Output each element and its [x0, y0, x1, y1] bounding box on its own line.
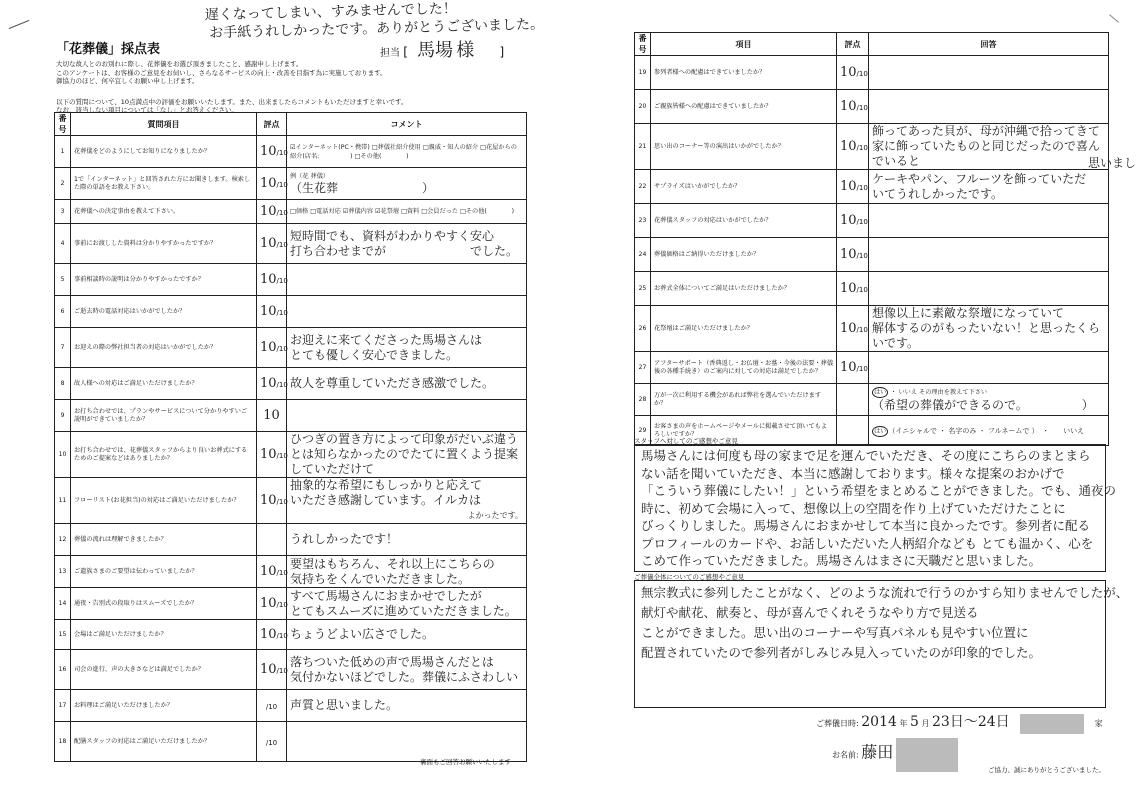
survey-rows	[55, 136, 527, 762]
comment-cell	[869, 204, 1109, 238]
name-label: お名前:	[832, 750, 859, 760]
answer-options: □価格 □電話対応 ☑葬儀内容 ☑花祭壇 □資料 □会員だった □その他( )	[290, 208, 515, 215]
table-row	[55, 620, 527, 650]
score-value: 10	[260, 304, 277, 319]
comment-cell	[869, 416, 1109, 446]
comment-cell	[287, 328, 527, 368]
question-number: 24	[635, 238, 651, 272]
table-row	[635, 306, 1109, 352]
table-row	[55, 690, 527, 722]
comment-line: （希望の葬儀ができるので。 ）	[872, 397, 1094, 412]
score-value: 10	[260, 204, 277, 219]
question-text: アフターサポート（香典返し・お仏壇・お墓・今後の法要・葬儀後の各種手続き）のご案内に対しての対応は満足でしたか？	[651, 352, 837, 384]
comment-line: ひつぎの置き方によって印象がだいぶ違う	[290, 432, 519, 446]
customer-name	[832, 738, 958, 772]
scan-mark	[9, 20, 30, 29]
table-row	[55, 556, 527, 588]
q28-choices	[872, 387, 1105, 398]
question-number: 8	[55, 368, 71, 400]
comment-cell	[869, 170, 1109, 204]
question-number: 17	[55, 690, 71, 722]
comment-cell	[287, 650, 527, 690]
month-unit: 月	[921, 719, 930, 728]
score-cell	[837, 90, 869, 124]
comment-line: （生花葬 ）	[290, 180, 435, 195]
question-text: 葬儀価格はご納得いただけましたか？	[651, 238, 837, 272]
score-value: 10	[840, 247, 857, 262]
score-max: /10	[265, 739, 278, 747]
question-number: 3	[55, 200, 71, 224]
score-cell	[837, 124, 869, 170]
question-number: 12	[55, 524, 71, 556]
table-row	[55, 296, 527, 328]
year-unit: 年	[899, 719, 908, 728]
instruction-line: なお、該当しない項目については「なし」とお答えください。	[56, 106, 238, 115]
table-row	[55, 168, 527, 200]
header-no: 番号	[635, 33, 651, 56]
score-cell	[257, 524, 287, 556]
comment-line: とは知らなかったのでたてに置くよう提案していただけて	[290, 447, 519, 476]
staff-name: 馬場	[417, 40, 454, 61]
score-cell	[837, 238, 869, 272]
comment-line: とても優しく安心できました。	[290, 347, 459, 362]
score-max: /10	[276, 277, 288, 285]
feedback-line: 馬場さんには何度も母の家まで足を運んでいただき、その度にこちらのまとまら	[641, 448, 1091, 463]
score-max: /10	[856, 104, 868, 112]
table-row	[55, 264, 527, 296]
question-number: 6	[55, 296, 71, 328]
question-text: 万が一次に利用する機会があれば弊社を選んでいただけますか？	[651, 384, 837, 416]
question-number: 23	[635, 204, 651, 238]
score-max: /10	[276, 498, 288, 506]
question-text: 花葬儀への決定事由を教えて下さい。	[71, 200, 257, 224]
name-value: 藤田	[861, 742, 894, 762]
score-cell	[257, 556, 287, 588]
question-text: お葬式全体についてご満足はいただけましたか？	[651, 272, 837, 306]
survey-table-front	[54, 112, 527, 762]
question-text: お客さまの声をホームページやメールに掲載させて頂いてもよろしいですか？	[651, 416, 837, 446]
question-number: 27	[635, 352, 651, 384]
comment-cell	[287, 478, 527, 524]
score-max: /10	[276, 632, 288, 640]
header-comment: コメント	[287, 113, 527, 136]
comment-line: 気付かないほどでした。葬儀にふさわしい	[290, 669, 519, 684]
family-suffix: 家	[1094, 719, 1103, 728]
overall-feedback-label: ご葬儀全体についてのご感想やご意見	[634, 573, 745, 581]
score-cell	[257, 650, 287, 690]
score-max: /10	[856, 144, 868, 152]
table-row	[635, 124, 1109, 170]
score-value: 10	[840, 179, 857, 194]
score-value: 10	[260, 236, 277, 251]
question-text: 司会の進行、声の大きさなどは満足でしたか？	[71, 650, 257, 690]
score-cell	[257, 400, 287, 432]
score-value: 10	[260, 447, 277, 462]
question-text: フローリスト(お花担当)の対応はご満足いただけましたか？	[71, 478, 257, 524]
question-number: 22	[635, 170, 651, 204]
bracket-close: ]	[499, 45, 505, 59]
comment-cell	[287, 722, 527, 762]
date-label: ご葬儀日時:	[816, 719, 859, 728]
score-max: /10	[265, 703, 278, 711]
question-number: 9	[55, 400, 71, 432]
comment-aside: よかったです。	[467, 511, 523, 520]
question-text: 花葬儀スタッフの対応はいかがでしたか？	[651, 204, 837, 238]
score-max: /10	[856, 286, 868, 294]
score-value: 10	[840, 321, 857, 336]
question-text: 事前にお渡しした資料は分かりやすかったですか？	[71, 224, 257, 264]
score-max: /10	[276, 241, 288, 249]
question-text: 通夜・告別式の段取りはスムーズでしたか？	[71, 588, 257, 620]
question-number: 14	[55, 588, 71, 620]
question-text: 思い出のコーナー等の演出はいかがでしたか？	[651, 124, 837, 170]
instruction-line: 以下の質問について、10点満点中の評価をお願いいたします。また、出来ましたらコメントもいただけますと幸いです。	[56, 98, 408, 106]
comment-line: 打ち合わせまでが でした。	[290, 243, 519, 258]
question-text: 参列者様への配慮はできていましたか？	[651, 56, 837, 90]
staff-honorific: 様	[456, 40, 475, 61]
score-value: 10	[260, 340, 277, 355]
header-score: 評点	[837, 33, 869, 56]
score-cell	[257, 200, 287, 224]
score-cell	[257, 264, 287, 296]
score-cell	[837, 204, 869, 238]
question-text: ご親族皆様への配慮はできていましたか？	[651, 90, 837, 124]
score-max: /10	[276, 381, 288, 389]
survey-table-back	[634, 32, 1109, 446]
back-page-note: 裏面もご回答お願いいたします	[420, 758, 511, 766]
score-max: /10	[276, 149, 288, 157]
thanks-note: ご協力、誠にありがとうございました。	[988, 766, 1105, 774]
staff-feedback-label: スタッフへ対してのご感想やご意見	[634, 437, 738, 445]
overall-feedback-box	[634, 580, 1129, 708]
score-cell	[837, 170, 869, 204]
table-row	[55, 400, 527, 432]
score-cell	[837, 416, 869, 446]
comment-line: 声質と思いました。	[290, 698, 399, 712]
comment-line: 故人を尊重していただき感激でした。	[290, 376, 495, 390]
comment-cell	[287, 400, 527, 432]
survey-page-front	[0, 0, 560, 800]
note-line-1: 遅くなってしまい、すみませんでした！	[204, 0, 457, 24]
redaction-block	[1020, 714, 1084, 734]
question-text: ご遺族さまのご要望は伝わっていましたか？	[71, 556, 257, 588]
score-cell	[257, 588, 287, 620]
table-row	[635, 238, 1109, 272]
question-text: 事前相談時の説明は分かりやすかったですか？	[71, 264, 257, 296]
question-number: 1	[55, 136, 71, 168]
feedback-line: こめて作っていただきました。馬場さんはまさに天職だと思いました。	[641, 553, 1042, 568]
comment-cell	[869, 384, 1109, 416]
comment-line: 飾ってあった貝が、母が沖縄で拾ってきて	[872, 124, 1100, 138]
redaction-block	[896, 738, 958, 772]
comment-cell	[287, 296, 527, 328]
comment-line: すべて馬場さんにおまかせでしたが	[290, 588, 482, 603]
question-number: 28	[635, 384, 651, 416]
q21-overflow: 思いまし	[1088, 156, 1137, 170]
score-max: /10	[856, 218, 868, 226]
comment-line: ちょうどよい広さでした。	[290, 627, 435, 641]
question-number: 25	[635, 272, 651, 306]
score-max: /10	[276, 345, 288, 353]
intro-line: このアンケートは、お客様のご意見をお伺いし、さらなるサービスの向上・改善を目指す為に実施しております。	[56, 68, 387, 77]
table-row	[55, 368, 527, 400]
table-row	[635, 90, 1109, 124]
question-text: ご逝去時の電話対応はいかがでしたか？	[71, 296, 257, 328]
score-value: 10	[840, 99, 857, 114]
table-row	[55, 136, 527, 168]
comment-line: 気持ちをくんでいただきました。	[290, 571, 471, 586]
table-row	[635, 384, 1109, 416]
question-number: 10	[55, 432, 71, 478]
question-number: 15	[55, 620, 71, 650]
question-number: 21	[635, 124, 651, 170]
table-row	[55, 224, 527, 264]
score-value: 10	[260, 176, 277, 191]
question-number: 7	[55, 328, 71, 368]
score-cell	[257, 224, 287, 264]
comment-line: （イニシャルで ・ 名字のみ ・ フルネームで ） ・ いいえ	[888, 427, 1085, 435]
comment-cell	[869, 272, 1109, 306]
score-value: 10	[260, 272, 277, 287]
header-no: 番号	[55, 113, 71, 136]
funeral-date	[816, 711, 1103, 734]
question-text: サプライズはいかがでしたか？	[651, 170, 837, 204]
score-cell	[257, 136, 287, 168]
feedback-line: 献灯や献花、献奏と、母が喜んでくれそうなやり方で見送る	[641, 605, 979, 620]
page-title: 「花葬儀」採点表	[56, 42, 161, 57]
score-max: /10	[856, 70, 868, 78]
comment-line: 落ちついた低めの声で馬場さんだとは	[290, 654, 494, 669]
question-text: 花祭壇はご満足いただけましたか？	[651, 306, 837, 352]
score-value: 10	[260, 627, 277, 642]
comment-cell	[869, 90, 1109, 124]
comment-cell	[287, 200, 527, 224]
feedback-line: 「こういう葬儀にしたい！」という希望をまとめることができました。でも、通夜の	[641, 483, 1117, 498]
question-number: 4	[55, 224, 71, 264]
question-number: 5	[55, 264, 71, 296]
comment-cell	[869, 306, 1109, 352]
comment-line: ケーキやパン、フルーツを飾っていただ	[872, 171, 1087, 186]
feedback-line: ない話を聞いていただき、本当に感謝しております。様々な提案のおかげで	[641, 465, 1065, 481]
comment-line: 家に飾っていたものと同じだったので喜んでいると	[872, 139, 1101, 168]
score-cell	[257, 478, 287, 524]
scan-mark	[1109, 14, 1119, 22]
score-cell	[257, 328, 287, 368]
header-comment: 回答	[869, 33, 1109, 56]
score-value: 10	[260, 596, 277, 611]
header-question: 質問項目	[71, 113, 257, 136]
header-score: 評点	[257, 113, 287, 136]
date-days: 23日〜24日	[932, 714, 1010, 730]
comment-cell	[869, 238, 1109, 272]
intro-line: 大切な故人とのお別れに際し、花葬儀をお選び頂きましたこと、感謝申し上げます。	[56, 60, 303, 68]
intro-line: 御協力のほど、何卒宜しくお願い申し上げます。	[56, 77, 199, 86]
table-row	[635, 272, 1109, 306]
comment-cell	[287, 524, 527, 556]
table-row	[55, 722, 527, 762]
comment-cell	[287, 168, 527, 200]
q28-separator: ・	[890, 388, 897, 396]
score-cell	[257, 690, 287, 722]
date-year: 2014	[861, 714, 897, 730]
intro-text	[56, 60, 387, 86]
staff-label: 担当	[380, 48, 400, 59]
score-value: 10	[840, 139, 857, 154]
score-max: /10	[276, 452, 288, 460]
table-row	[635, 204, 1109, 238]
comment-cell	[869, 352, 1109, 384]
staff-field	[380, 36, 504, 62]
score-value: 10	[260, 376, 277, 391]
score-max: /10	[276, 309, 288, 317]
comment-line: うれしかったです！	[290, 532, 399, 546]
comment-line: 要望はもちろん、それ以上にこちらの	[290, 556, 495, 571]
table-row	[55, 650, 527, 690]
score-max: /10	[276, 209, 288, 217]
feedback-line: 時に、初めて会場に入って、想像以上の空間を作り上げていただけたことに	[641, 500, 1066, 516]
comment-cell	[869, 124, 1109, 170]
question-number: 11	[55, 478, 71, 524]
score-value: 10	[260, 493, 277, 508]
comment-line: お迎えに来てくださった馬場さんは	[290, 332, 483, 347]
score-cell	[257, 368, 287, 400]
score-max: /10	[856, 252, 868, 260]
score-max: /10	[276, 181, 288, 189]
question-text: 葬儀の流れは理解できましたか？	[71, 524, 257, 556]
score-cell	[837, 56, 869, 90]
comment-line: 抽象的な希望にもしっかりと応えて	[290, 478, 483, 492]
score-value: 10	[840, 65, 857, 80]
comment-cell	[287, 588, 527, 620]
question-number: 18	[55, 722, 71, 762]
score-cell	[837, 306, 869, 352]
score-cell	[257, 296, 287, 328]
table-row	[55, 200, 527, 224]
table-row	[635, 170, 1109, 204]
score-value: 10	[840, 281, 857, 296]
question-text: 配膳スタッフの対応はご満足いただけましたか？	[71, 722, 257, 762]
survey-rows	[635, 56, 1109, 446]
score-max: /10	[276, 667, 288, 675]
q29-yes: はい	[874, 428, 887, 435]
table-row	[55, 328, 527, 368]
question-number: 19	[635, 56, 651, 90]
table-row	[55, 524, 527, 556]
score-value: 10	[260, 662, 277, 677]
question-number: 20	[635, 90, 651, 124]
score-max: /10	[276, 569, 288, 577]
feedback-line: 無宗教式に参列したことがなく、どのような流れで行うのかすら知りませんでしたが、	[641, 585, 1129, 600]
score-max: /10	[856, 365, 868, 373]
score-max: /10	[856, 326, 868, 334]
header-question: 項目	[651, 33, 837, 56]
table-row	[55, 432, 527, 478]
staff-feedback-box	[634, 444, 1117, 572]
comment-cell	[287, 690, 527, 722]
score-value: 10	[263, 408, 280, 423]
question-text: お料理はご満足いただけましたか？	[71, 690, 257, 722]
score-cell	[837, 352, 869, 384]
comment-line: 想像以上に素敵な祭壇になっていて	[872, 306, 1065, 320]
score-max: /10	[856, 184, 868, 192]
question-number: 13	[55, 556, 71, 588]
table-row	[635, 352, 1109, 384]
score-cell	[257, 620, 287, 650]
question-text: 故人様への対応はご満足いただけましたか？	[71, 368, 257, 400]
feedback-line: 配置されていたので参列者がしみじみ見入っていたのが印象的でした。	[641, 645, 1042, 660]
comment-line: いただき感謝しています。イルカは	[290, 493, 482, 507]
q28-reason-label: その理由を教えて下さい	[919, 388, 988, 396]
comment-cell	[287, 620, 527, 650]
score-cell	[257, 168, 287, 200]
comment-cell	[287, 556, 527, 588]
feedback-line: ことができました。思い出のコーナーや写真パネルも見やすい位置に	[641, 625, 1029, 640]
survey-page-back	[568, 0, 1148, 800]
feedback-line: びっくりしました。馬場さんにおまかせして本当に良かったです。参列者に配る	[641, 518, 1091, 533]
question-number: 2	[55, 168, 71, 200]
score-cell	[257, 722, 287, 762]
score-cell	[837, 272, 869, 306]
table-row	[635, 56, 1109, 90]
comment-line: 短時間でも、資料がわかりやすく安心	[290, 228, 495, 243]
comment-cell	[869, 56, 1109, 90]
note-line-2: お手紙うれしかったです。ありがとうございました。	[209, 16, 545, 42]
question-text: 花葬儀をどのようにしてお知りになりましたか？	[71, 136, 257, 168]
table-row	[55, 478, 527, 524]
score-cell	[837, 384, 869, 416]
q28-no: いいえ	[898, 388, 918, 396]
question-text: 1で「インターネット」と回答された方にお聞きします。検索した際の単語をお教え下さい。	[71, 168, 257, 200]
comment-line: とてもスムーズに進めていただきました。	[290, 603, 517, 618]
question-text: お迎えの際の弊社担当者の対応はいかがでしたか？	[71, 328, 257, 368]
score-value: 10	[260, 564, 277, 579]
question-text: お打ち合わせでは、花葬儀スタッフからより良いお葬式にするためのご提案などはありましたか？	[71, 432, 257, 478]
score-cell	[257, 432, 287, 478]
answer-options: ☑インターネット(PC・携帯) □葬儀社紹介使用 □親戚・知人の紹介 □花屋からの紹介(店名: ) □その他( )	[290, 143, 517, 160]
score-value: 10	[260, 144, 277, 159]
score-value: 10	[840, 213, 857, 228]
comment-cell	[287, 264, 527, 296]
date-month: 5	[909, 714, 919, 730]
comment-cell	[287, 432, 527, 478]
question-number: 16	[55, 650, 71, 690]
answer-options: 例（花 葬儀）	[290, 172, 330, 180]
score-max: /10	[276, 601, 288, 609]
question-text: お打ち合わせでは、プランやサービスについて分かりやすいご説明ができていましたか？	[71, 400, 257, 432]
question-text: 会場はご満足いただけましたか？	[71, 620, 257, 650]
feedback-line: プロフィールのカードや、お話しいただいた人柄紹介なども とても温かく、心を	[641, 535, 1094, 551]
comment-line: いてうれしかったです。	[872, 186, 1004, 201]
question-number: 26	[635, 306, 651, 352]
question-number: 29	[635, 416, 651, 446]
comment-cell	[287, 136, 527, 168]
comment-cell	[287, 224, 527, 264]
bracket-open: [	[403, 45, 408, 59]
comment-cell	[287, 368, 527, 400]
table-row	[55, 588, 527, 620]
comment-line: 解体するのがもったいない！と思ったくらいです。	[872, 321, 1101, 350]
q28-yes: はい	[874, 388, 887, 396]
score-value: 10	[840, 360, 857, 375]
